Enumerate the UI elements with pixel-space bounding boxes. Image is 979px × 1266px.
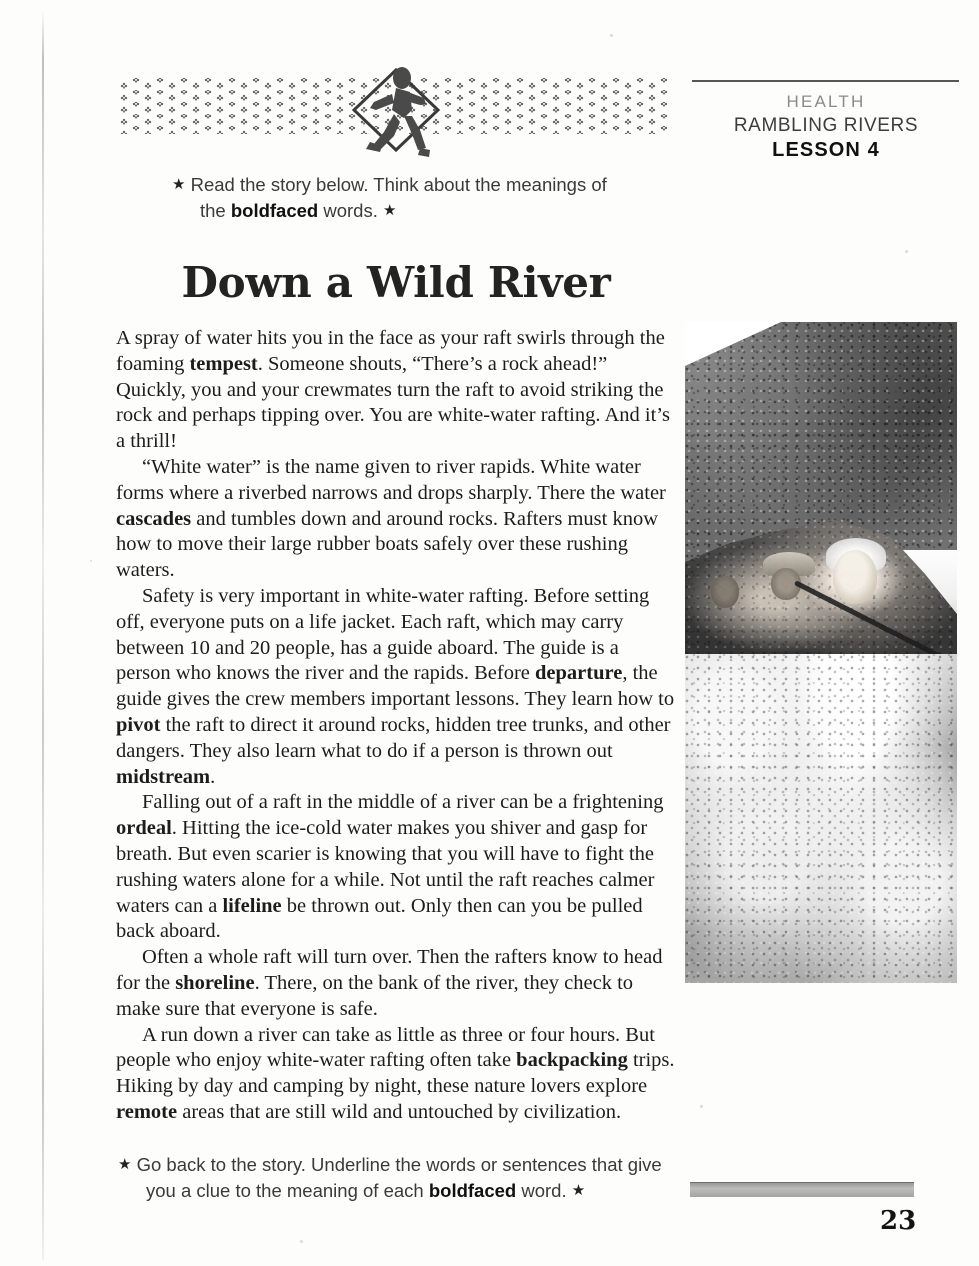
- vocabulary-word: lifeline: [222, 894, 282, 917]
- decorative-banner: [118, 78, 667, 134]
- scan-speck: [905, 250, 908, 253]
- article-text-run: .: [210, 765, 216, 788]
- lesson-header: [690, 90, 962, 163]
- photo-rafter-face-back: [711, 576, 739, 608]
- star-icon: ★: [118, 1156, 132, 1173]
- vocabulary-word: backpacking: [516, 1049, 628, 1072]
- article-text-run: . Someone shouts, “There’s a rock ahead!” Quickly, you and your crewmates turn the raft to avoid striking the rock and perhaps tipping over. You are white-water rafting. And it’s a thrill!: [116, 352, 670, 453]
- vocabulary-word: pivot: [116, 713, 161, 736]
- instruction-top-line2-before: the: [200, 200, 231, 221]
- rafting-photograph: [685, 322, 957, 983]
- instruction-top-line2: [200, 198, 642, 224]
- instruction-bottom-line2-after: word.: [516, 1180, 567, 1201]
- header-rule-divider: [692, 80, 959, 82]
- article-text-run: Safety is very important in white-water rafting. Before setting off, everyone puts on a life jacket. Each raft, which may carry between 10 and 20 people, has a guide aboard. The guide is a person who knows the river and the rapids. Before: [116, 584, 650, 685]
- instruction-top-bold-word: boldfaced: [230, 200, 319, 221]
- article-paragraph: [116, 455, 678, 584]
- vocabulary-word: tempest: [189, 352, 258, 375]
- article-paragraph: [116, 1023, 678, 1126]
- instruction-top: [172, 172, 642, 224]
- photo-rafter-face-front: [833, 550, 877, 604]
- instruction-top-line2-after: words.: [318, 200, 378, 221]
- article-text-run: . Hitting the ice-cold water makes you shiver and gasp for breath. But even scarier is knowing that you will have to fight the rushing waters alone for a while. Not until the raft reaches calmer waters can a: [116, 817, 655, 917]
- scan-gutter-artifact: [42, 10, 44, 1260]
- instruction-bottom-line2: [146, 1178, 678, 1204]
- article-text-run: , the guide gives the crew members important lessons. They learn how to: [116, 662, 675, 711]
- article-text-run: and tumbles down and around rocks. Rafters must know how to move their large rubber boats safely over these rushing waters.: [116, 507, 659, 582]
- star-icon: ★: [172, 176, 186, 193]
- scan-speck: [610, 34, 613, 37]
- article-text-run: areas that are still wild and untouched by civilization.: [177, 1100, 622, 1123]
- article-paragraph: [116, 326, 678, 455]
- runner-in-diamond-icon: [340, 56, 452, 162]
- photo-white-water: [685, 654, 957, 983]
- article-text-run: trips. Hiking by day and camping by night, these nature lovers explore: [116, 1049, 675, 1098]
- instruction-bottom-bold-word: boldfaced: [428, 1180, 517, 1201]
- article-text-run: Often a whole raft will turn over. Then the rafters know to head for the: [116, 946, 663, 994]
- instruction-top-line1: Read the story below. Think about the meanings of: [190, 174, 607, 195]
- article-text-run: . There, on the bank of the river, they check to make sure that everyone is safe.: [116, 971, 634, 1020]
- vocabulary-word: midstream: [116, 765, 211, 788]
- page-number: 23: [880, 1206, 917, 1236]
- article-text-run: the raft to direct it around rocks, hidden tree trunks, and other dangers. They also learn what to do if a person is thrown out: [116, 713, 671, 762]
- article-paragraph: [116, 584, 678, 790]
- article-title: Down a Wild River: [181, 258, 611, 307]
- scan-speck: [700, 1105, 703, 1108]
- vocabulary-word: remote: [116, 1100, 178, 1123]
- article-text-run: be thrown out. Only then can you be pulled back aboard.: [116, 894, 643, 943]
- vocabulary-word: ordeal: [116, 817, 172, 840]
- instruction-bottom-line1: Go back to the story. Underline the words or sentences that give: [136, 1154, 662, 1175]
- vocabulary-word: departure: [535, 662, 623, 685]
- scan-speck: [300, 1240, 303, 1243]
- instruction-bottom-line2-before: you a clue to the meaning of each: [146, 1180, 429, 1201]
- article-text-run: Falling out of a raft in the middle of a river can be a frightening: [142, 791, 664, 814]
- header-lesson-number: LESSON 4: [772, 139, 880, 161]
- vocabulary-word: cascades: [116, 507, 192, 530]
- vocabulary-word: shoreline: [175, 971, 255, 994]
- article-text-run: “White water” is the name given to river rapids. White water forms where a riverbed narrows and drops sharply. There the water: [116, 455, 666, 504]
- article-text-run: A run down a river can take as little as three or four hours. But people who enjoy white-water rafting often take: [116, 1023, 655, 1072]
- footer-bar: [690, 1182, 914, 1197]
- header-unit-title: RAMBLING RIVERS: [733, 115, 919, 136]
- scan-speck: [90, 560, 92, 562]
- star-icon: ★: [383, 202, 397, 219]
- article-paragraph: [116, 945, 678, 1022]
- article-text-run: A spray of water hits you in the face as your raft swirls through the foaming: [116, 327, 665, 375]
- star-icon: ★: [571, 1182, 586, 1199]
- instruction-bottom: [118, 1152, 678, 1204]
- article-paragraph: [116, 790, 678, 945]
- header-subject: HEALTH: [786, 92, 866, 111]
- photo-grain-texture: [685, 654, 957, 983]
- article-body: [116, 326, 678, 1126]
